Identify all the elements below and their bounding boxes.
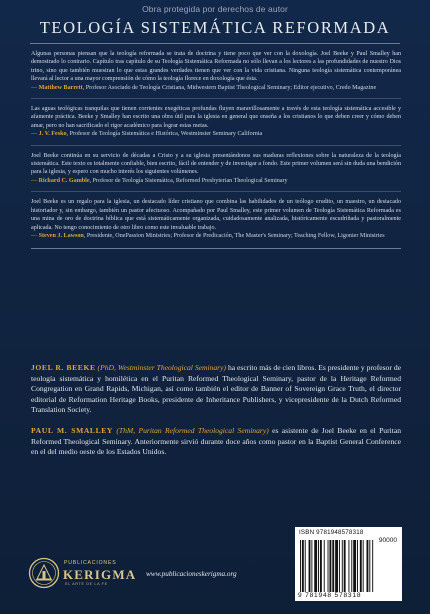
title-divider bbox=[30, 43, 400, 44]
author-bios bbox=[31, 363, 401, 458]
endorsement-attribution bbox=[31, 232, 401, 240]
endorsement-quote: Joel Beeke es un regalo para la iglesia, un destacado líder cristiano que combina las habilidades de un teólogo erudito, un maestro, un destacado historiador y, sin embargo, también un pastor afectuoso. Acompañado por Paul Smalley, este primer volumen de Teología Sistemática Reformada es una mina de oro de doctrina bíblica que está sistemáticamente organizada, cuidadosamente analizada, históricamente escudriñada y pastoralmente aplicada. No tengo conocimiento de otro libro como este invaluable trabajo. bbox=[31, 199, 401, 231]
bios-divider bbox=[31, 248, 401, 249]
endorsement-divider bbox=[31, 98, 401, 99]
endorsement-attribution bbox=[31, 130, 401, 138]
barcode-digits: 9 781948 578318 bbox=[298, 592, 362, 599]
book-title: TEOLOGÍA SISTEMÁTICA REFORMADA bbox=[39, 18, 391, 37]
endorser-name: Steven J. Lawson bbox=[38, 232, 84, 239]
isbn-barcode-block bbox=[295, 527, 402, 601]
endorsement-quote: Las aguas teológicas tranquilas que tienen corrientes exegéticas profundas fluyen maravillosamente a través de esta teología sistemática accesible y afamente práctica. Beeke y Smalley han escrito una obra útil para la iglesia en general que enseña a los cristianos lo que deben creer y cómo deben amar, pero no han sacrificado el rigor académico para lograr estas metas. bbox=[31, 106, 401, 129]
attribution-dash: — bbox=[31, 232, 39, 239]
endorser-role: , Profesor de Teología Sistemática e Histórica, Westminster Seminary California bbox=[66, 131, 263, 138]
endorser-name: Matthew Barrett bbox=[38, 84, 83, 91]
endorser-role: , Presidente, OnePassion Ministries; Profesor de Predicación, The Master's Seminary; Teaching Fellow, Ligonier Ministries bbox=[83, 232, 385, 239]
endorsements-section bbox=[31, 50, 401, 255]
endorsement-attribution bbox=[31, 84, 401, 92]
barcode-image bbox=[299, 540, 398, 593]
publisher-url[interactable]: www.publicacioneskerigma.org bbox=[146, 570, 237, 578]
endorsement-quote: Joel Beeke continúa en su servicio de décadas a Cristo y a su iglesia presentándonos sus maduras reflexiones sobre la naturaleza de la teología sistemática. Este texto es totalmente confiable, bien escrito, fácil de entender y de investigar a fondo. Este primer volumen será sin duda una bendición para la iglesia, y espero con mucho interés los siguientes volúmenes. bbox=[31, 152, 401, 176]
endorsement-quote: Algunas personas piensan que la teología reformada se trata de doctrina y tiene poco que ver con la doxología. Joel Beeke y Paul Smalley han demostrado lo contrario. Capítulo tras capítulo de su Teología Sistemática Reformada no sólo llevan a los lectores a las profundidades de nuestro Dios trino, sino que también muestran lo que estas grandes verdades tienen que ver con la vida cristiana. Ninguna teología sistemática contemporánea llevará al lector a una mayor comprensión de cómo la teología florece en doxología que ésta. bbox=[31, 51, 401, 83]
endorsement-divider bbox=[31, 191, 401, 192]
endorsement-fesko bbox=[31, 105, 401, 139]
bio-beeke bbox=[31, 363, 401, 416]
publisher-name: KERIGMA bbox=[63, 567, 137, 582]
kerigma-emblem-icon bbox=[28, 557, 60, 589]
author-bio-text: es asistente de Joel Beeke en el Puritan Reformed Theological Seminary. Anteriormente sirvió durante doce años como pastor en la Baptist General Conference en el del medio oeste de los Estados Unidos. bbox=[31, 425, 401, 457]
isbn-label: ISBN 9781948578318 bbox=[299, 529, 364, 536]
price-code: 90000 bbox=[378, 537, 397, 544]
endorser-name: Richard C. Gamble bbox=[38, 177, 90, 184]
endorsement-attribution bbox=[31, 177, 401, 185]
endorser-name: J. V. Fesko bbox=[38, 131, 67, 138]
author-name: PAUL M. SMALLEY bbox=[31, 425, 114, 435]
attribution-dash: — bbox=[31, 177, 39, 184]
attribution-dash: — bbox=[31, 131, 39, 138]
endorsement-divider bbox=[31, 145, 401, 146]
author-name: JOEL R. BEEKE bbox=[31, 363, 96, 372]
publisher-tagline: EL ARTE DE LA FE bbox=[65, 582, 108, 586]
author-bio-text: ha escrito más de cien libros. Es presidente y profesor de teología sistemática y homilética en el Puritan Reformed Theological Seminary, pastor de la Heritage Reformed Congregation en Grand Rapids, Michigan, así como también el editor de Banner of Sovereign Grace Truth, el director editorial de Reformation Heritage Books, presidente de Inheritance Publishers, y vicepresidente de la Dutch Reformed Translation Society. bbox=[31, 363, 401, 415]
attribution-dash: — bbox=[31, 84, 39, 91]
endorsement-gamble bbox=[31, 152, 401, 186]
endorsement-barrett bbox=[31, 50, 401, 92]
author-credentials: (ThM, Puritan Reformed Theological Seminary) bbox=[113, 425, 269, 435]
endorsement-lawson bbox=[31, 198, 401, 240]
publisher-prefix: PUBLICACIONES bbox=[64, 560, 117, 566]
copyright-watermark: Obra protegida por derechos de autor bbox=[142, 4, 288, 14]
endorser-role: , Profesor Asociado de Teología Cristiana, Midwestern Baptist Theological Seminary; Editor ejecutivo, Credo Magazine bbox=[82, 84, 377, 91]
endorser-role: , Profesor de Teología Sistemática, Reformed Presbyterian Theological Seminary bbox=[89, 177, 288, 184]
author-credentials: (PhD, Westminster Theological Seminary) bbox=[95, 363, 227, 372]
publisher-logo bbox=[28, 557, 137, 591]
bio-smalley bbox=[31, 426, 401, 458]
